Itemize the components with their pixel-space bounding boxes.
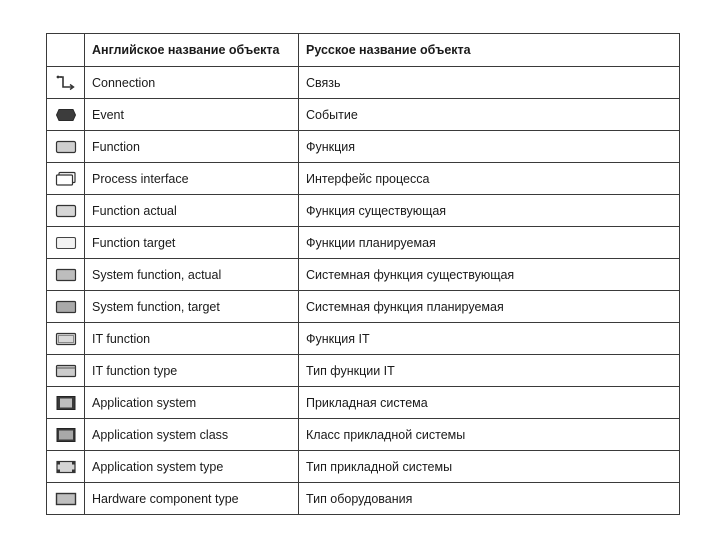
icon-cell: [47, 259, 85, 291]
table-row: [47, 291, 680, 323]
english-name: Function: [85, 131, 299, 163]
table-row: [47, 355, 680, 387]
application-system-type-icon: [55, 459, 77, 475]
english-name: Application system type: [85, 451, 299, 483]
connection-icon: [55, 75, 77, 91]
objects-table: [46, 33, 680, 515]
russian-name: Тип оборудования: [299, 483, 680, 515]
english-name: Function target: [85, 227, 299, 259]
icon-cell: [47, 163, 85, 195]
icon-cell: [47, 99, 85, 131]
english-name: System function, target: [85, 291, 299, 323]
russian-name: Связь: [299, 67, 680, 99]
table-row: [47, 227, 680, 259]
function-actual-icon: [55, 204, 77, 218]
header-row: [47, 34, 680, 67]
icon-cell: [47, 131, 85, 163]
header-russian-name: Русское название объекта: [299, 34, 680, 67]
table-row: [47, 323, 680, 355]
table-row: [47, 99, 680, 131]
application-system-class-icon: [55, 427, 77, 443]
russian-name: Прикладная система: [299, 387, 680, 419]
table-row: [47, 131, 680, 163]
english-name: System function, actual: [85, 259, 299, 291]
english-name: Process interface: [85, 163, 299, 195]
russian-name: Функция: [299, 131, 680, 163]
icon-cell: [47, 323, 85, 355]
it-function-type-icon: [55, 364, 77, 378]
icon-cell: [47, 419, 85, 451]
table-row: [47, 387, 680, 419]
hardware-component-type-icon: [55, 492, 77, 506]
russian-name: Функция IT: [299, 323, 680, 355]
english-name: Hardware component type: [85, 483, 299, 515]
icon-cell: [47, 67, 85, 99]
english-name: IT function type: [85, 355, 299, 387]
table-row: [47, 419, 680, 451]
english-name: Application system: [85, 387, 299, 419]
icon-cell: [47, 387, 85, 419]
russian-name: Класс прикладной системы: [299, 419, 680, 451]
english-name: Function actual: [85, 195, 299, 227]
system-function-actual-icon: [55, 268, 77, 282]
system-function-target-icon: [55, 300, 77, 314]
icon-cell: [47, 195, 85, 227]
header-icon-cell: [47, 34, 85, 67]
table-row: [47, 259, 680, 291]
russian-name: Системная функция существующая: [299, 259, 680, 291]
table-row: [47, 67, 680, 99]
event-icon: [55, 108, 77, 122]
russian-name: Функции планируемая: [299, 227, 680, 259]
table-row: [47, 195, 680, 227]
russian-name: Тип прикладной системы: [299, 451, 680, 483]
icon-cell: [47, 355, 85, 387]
russian-name: Событие: [299, 99, 680, 131]
table-row: [47, 483, 680, 515]
icon-cell: [47, 227, 85, 259]
english-name: Event: [85, 99, 299, 131]
process-interface-icon: [55, 171, 77, 187]
icon-cell: [47, 451, 85, 483]
table-row: [47, 451, 680, 483]
function-icon: [55, 140, 77, 154]
header-english-name: Английское название объекта: [85, 34, 299, 67]
russian-name: Интерфейс процесса: [299, 163, 680, 195]
english-name: Application system class: [85, 419, 299, 451]
it-function-icon: [55, 332, 77, 346]
application-system-icon: [55, 395, 77, 411]
english-name: Connection: [85, 67, 299, 99]
icon-cell: [47, 291, 85, 323]
russian-name: Функция существующая: [299, 195, 680, 227]
function-target-icon: [55, 236, 77, 250]
russian-name: Тип функции IT: [299, 355, 680, 387]
icon-cell: [47, 483, 85, 515]
english-name: IT function: [85, 323, 299, 355]
russian-name: Системная функция планируемая: [299, 291, 680, 323]
table-row: [47, 163, 680, 195]
